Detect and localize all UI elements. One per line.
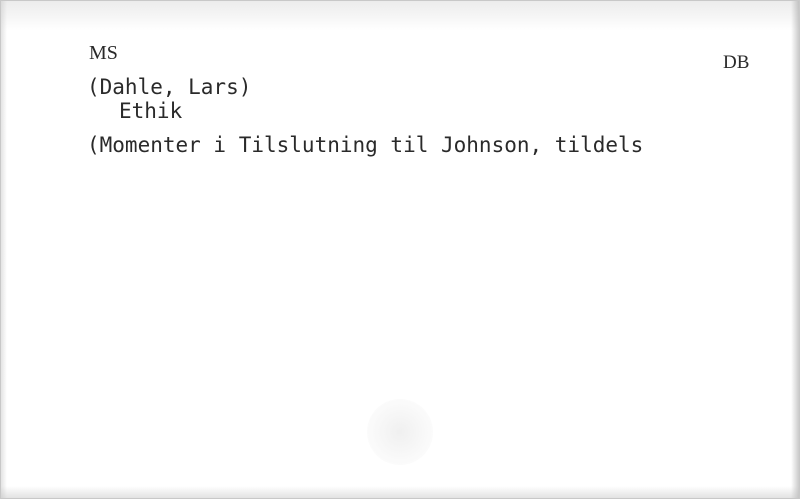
punch-hole-mark: [367, 399, 433, 465]
card-shadow-left: [1, 1, 7, 499]
author-line: (Dahle, Lars): [87, 75, 252, 99]
card-shadow-right: [791, 1, 799, 499]
shelfmark-label: MS: [89, 42, 118, 64]
card-shadow-top: [1, 1, 800, 31]
title-line: (Momenter i Tilslutning til Johnson, tildels: [87, 133, 644, 157]
subject-line: Ethik: [119, 99, 183, 123]
location-code-label: DB: [723, 52, 750, 73]
card-shadow-bottom: [1, 486, 800, 498]
